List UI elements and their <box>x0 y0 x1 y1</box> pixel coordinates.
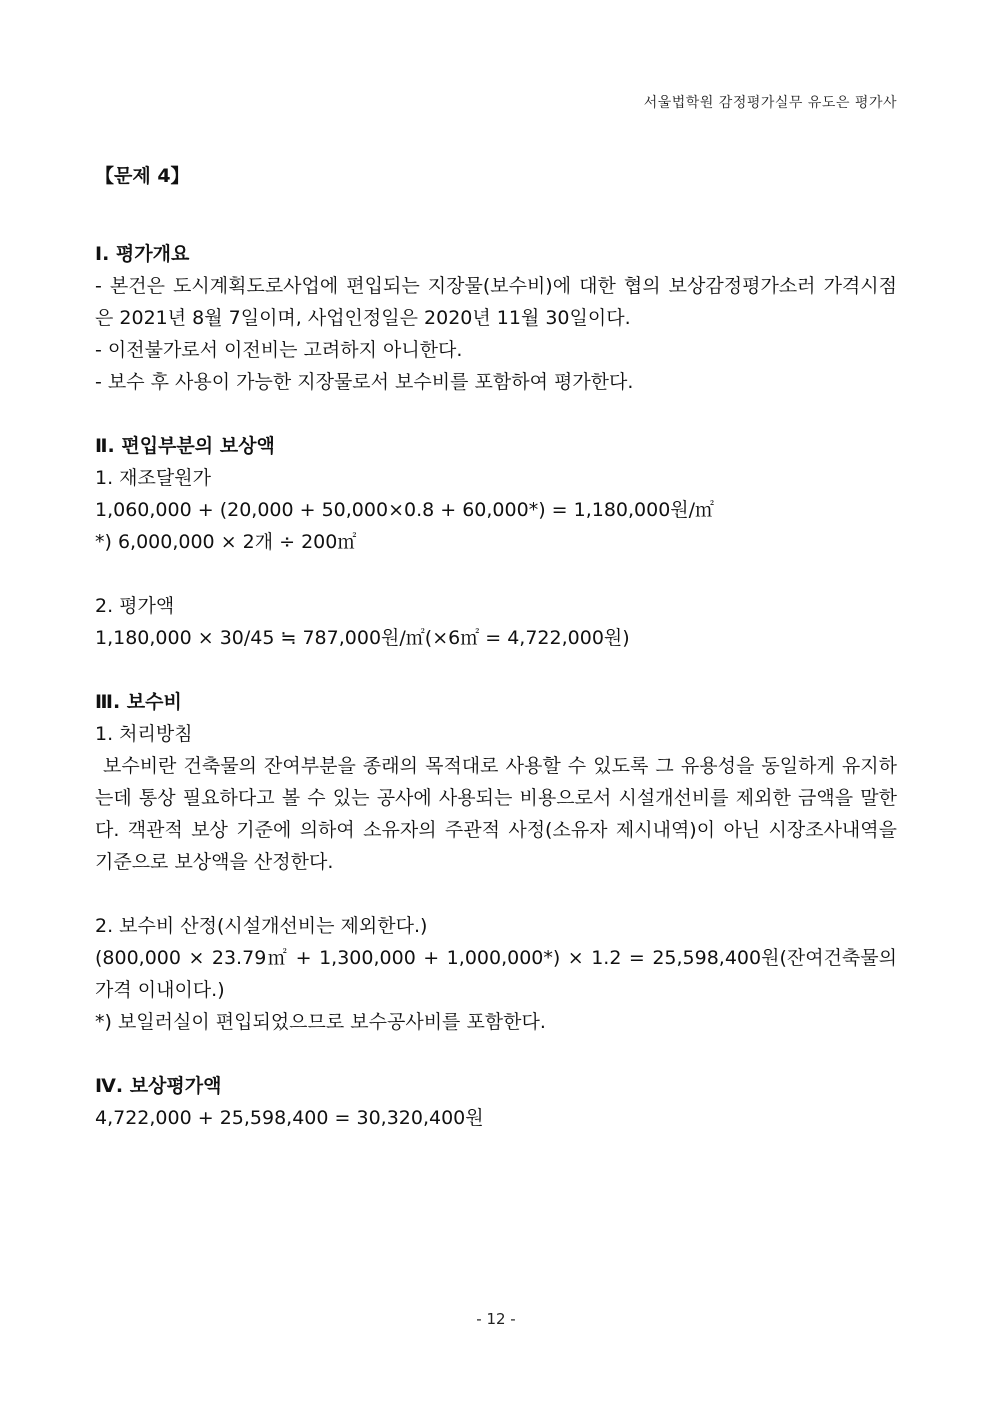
spacer <box>95 1038 897 1070</box>
section-1-title: Ⅰ. 평가개요 <box>95 243 190 265</box>
page-number: - 12 - <box>476 1310 516 1328</box>
section-2-sub-1-formula: 1,060,000 + (20,000 + 50,000×0.8 + 60,000*) = 1,180,000원/㎡ <box>95 499 715 521</box>
section-2-title: Ⅱ. 편입부분의 보상액 <box>95 435 275 457</box>
problem-title: 【문제 4】 <box>95 165 190 187</box>
section-1-line-2: - 이전불가로서 이전비는 고려하지 아니한다. <box>95 339 463 361</box>
section-2-sub-1-note: *) 6,000,000 × 2개 ÷ 200㎡ <box>95 531 357 553</box>
spacer <box>95 654 897 686</box>
section-2-sub-2-formula: 1,180,000 × 30/45 ≒ 787,000원/㎡(×6㎡ = 4,722,000원) <box>95 627 630 649</box>
section-4-total: 4,722,000 + 25,598,400 = 30,320,400원 <box>95 1107 484 1129</box>
document-body <box>95 160 897 1134</box>
section-3-sub-2-formula: (800,000 × 23.79㎡ + 1,300,000 + 1,000,000*) × 1.2 = 25,598,400원(잔여건축물의 가격 이내이다.) <box>95 947 897 1001</box>
section-3-sub-1-title: 1. 처리방침 <box>95 723 193 745</box>
spacer <box>95 558 897 590</box>
spacer <box>95 398 897 430</box>
section-2-sub-2-title: 2. 평가액 <box>95 595 175 617</box>
section-3-title: Ⅲ. 보수비 <box>95 691 182 713</box>
section-4-title: Ⅳ. 보상평가액 <box>95 1075 222 1097</box>
page-header: 서울법학원 감정평가실무 유도은 평가사 <box>643 95 897 111</box>
section-3-sub-2-note: *) 보일러실이 편입되었으므로 보수공사비를 포함한다. <box>95 1011 546 1033</box>
section-3-sub-1-paragraph: 보수비란 건축물의 잔여부분을 종래의 목적대로 사용할 수 있도록 그 유용성을 동일하게 유지하는데 통상 필요하다고 볼 수 있는 공사에 사용되는 비용으로서 시설개선비를 제외한 금액을 말한다. 객관적 보상 기준에 의하여 소유자의 주관적 사정(소유자 제시내역)이 아닌 시장조사내역을 기준으로 보상액을 산정한다. <box>95 755 897 873</box>
spacer <box>95 878 897 910</box>
section-1-paragraph-1: - 본건은 도시계획도로사업에 편입되는 지장물(보수비)에 대한 협의 보상감정평가소러 가격시점은 2021년 8월 7일이며, 사업인정일은 2020년 11월 30일이다. <box>95 275 897 329</box>
section-2-sub-1-title: 1. 재조달원가 <box>95 467 211 489</box>
section-1-line-3: - 보수 후 사용이 가능한 지장물로서 보수비를 포함하여 평가한다. <box>95 371 634 393</box>
section-3-sub-2-title: 2. 보수비 산정(시설개선비는 제외한다.) <box>95 915 428 937</box>
